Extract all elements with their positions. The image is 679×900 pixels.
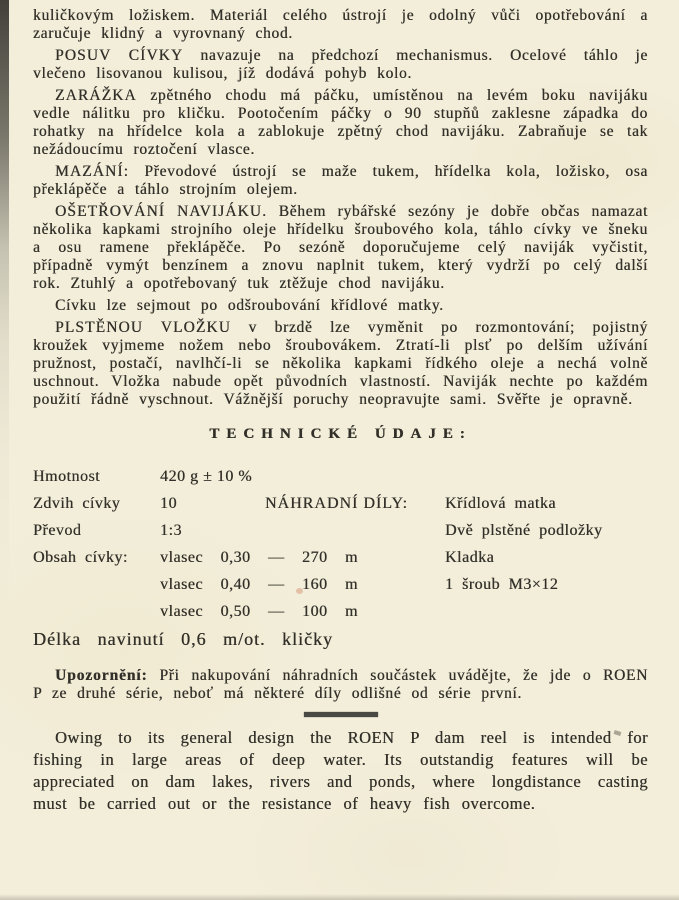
spec-value: 420 g ± 10 %	[160, 468, 253, 485]
notice-text: Při nakupování náhradních součástek uvádějte, že jde o ROEN P ze druhé série, neboť má některé díly odlišné od série první.	[33, 667, 648, 702]
scan-edge-bottom-shadow	[0, 894, 679, 900]
notice-lead: Upozornění:	[55, 667, 148, 684]
section-divider	[304, 712, 378, 717]
notice-paragraph	[33, 667, 648, 703]
paragraph-lead: MAZÁNÍ:	[55, 163, 129, 180]
paragraph-text: v brzdě lze vyměnit po rozmontování; pojistný kroužek vyjmeme nožem nebo šroubovákem. Ztratí-li plsť po delším užívání pružnost, postačí, navlhčí-li se několika kapkami řídkého oleje a nechá volně uschnout. Vložka nabude opět původních vlastností. Naviják nechte po každém použití řádně vyschnout. Vážnější poruchy neopravujte sami. Svěřte je opravně.	[33, 319, 648, 408]
paragraph-lead: POSUV CÍVKY	[55, 47, 184, 64]
paragraph-text: Během rybářské sezóny je dobře občas namazat několika kapkami strojního oleje hřídelku šroubového kola, táhlo cívky ve šneku a osu ramene překlápěče. Po sezóně doporučujeme celý naviják vyčistit, případně vymýt benzínem a znovu naplnit tukem, který vydrží po celý další rok. Ztuhlý a opotřebovaný tuk ztěžuje chod navijáku.	[33, 203, 648, 292]
spec-label: Hmotnost	[33, 468, 101, 485]
table-row	[33, 494, 648, 513]
paragraph-text: kuličkovým ložiskem. Materiál celého ústrojí je odolný vůči opotřebování a zaručuje klidný a vyrovnaný chod.	[33, 7, 648, 42]
winding-length-line: Délka navinutí 0,6 m/ot. kličky	[33, 629, 333, 649]
paragraph-lead: OŠETŘOVÁNÍ NAVIJÁKU.	[55, 203, 268, 220]
paragraph-lead: ZARÁŽKA	[55, 87, 137, 104]
spare-part-item	[445, 602, 648, 621]
paragraph-mazani	[33, 163, 648, 199]
table-row	[33, 575, 648, 594]
spec-label: Obsah cívky:	[33, 549, 128, 566]
spec-value: 1:3	[160, 522, 182, 539]
spare-part-item: Křídlová matka	[445, 495, 556, 512]
technical-data-table	[33, 467, 648, 621]
paragraph-text: navazuje na předchozí mechanismus. Ocelové táhlo je vlečeno lisovanou kulisou, jíž dodává pohyb kolo.	[33, 47, 648, 82]
paragraph-zarazka	[33, 87, 648, 159]
spec-label: Převod	[33, 522, 82, 539]
spare-parts-heading	[265, 467, 445, 486]
technical-data-heading: TECHNICKÉ ÚDAJE:	[209, 426, 472, 442]
line-capacity-value: vlasec 0,50 — 100 m	[160, 603, 358, 620]
spec-value: 10	[160, 495, 177, 512]
paragraph-text: Převodové ústrojí se maže tukem, hřídelka kola, ložisko, osa překlápěče a táhlo strojním olejem.	[33, 163, 648, 198]
spare-part-item: Dvě plstěné podložky	[445, 522, 603, 539]
spec-label: Zdvih cívky	[33, 495, 121, 512]
spec-label	[33, 602, 160, 621]
paragraph-lead: PLSTĚNOU VLOŽKU	[55, 319, 231, 336]
paragraph-text: Cívku lze sejmout po odšroubování křídlové matky.	[55, 297, 444, 314]
paragraph-bearing-continuation	[33, 7, 648, 43]
scan-edge-left-shadow	[0, 0, 9, 620]
table-row	[33, 602, 648, 621]
paragraph-posuv-civky	[33, 47, 648, 83]
paragraph-osetrovani	[33, 203, 648, 293]
spare-parts-heading: NÁHRADNÍ DÍLY:	[265, 495, 408, 512]
spare-parts-heading	[265, 521, 445, 540]
table-row	[33, 521, 648, 540]
paragraph-plstenou-vlozku	[33, 319, 648, 409]
spare-part-item: 1 šroub M3×12	[445, 576, 559, 593]
table-row	[33, 467, 648, 486]
line-capacity-value: vlasec 0,40 — 160 m	[160, 576, 358, 593]
paragraph-text: zpětného chodu má páčku, umístěnou na levém boku navijáku vedle nálitku pro kličku. Pootočením páčky o 90 stupňů zaklesne západka do rohatky na hřídelce kola a zablokuje zpětný chod navijáku. Zabraňuje se tak nežádoucímu roztočení vlasce.	[33, 87, 648, 158]
table-row	[33, 548, 648, 567]
line-capacity-value: vlasec 0,30 — 270 m	[160, 549, 358, 566]
paragraph-civku-sejmout	[33, 297, 648, 315]
spare-part-item	[445, 467, 648, 486]
spare-part-item: Kladka	[445, 549, 495, 566]
spec-label	[33, 575, 160, 594]
english-summary-paragraph: Owing to its general design the ROEN P dam reel is intended for fishing in large areas of deep water. Its outstandig features will be appreciated on dam lakes, rivers and ponds, where longdistance casting must be carried out or the resistance of heavy fish overcome.	[33, 728, 648, 813]
